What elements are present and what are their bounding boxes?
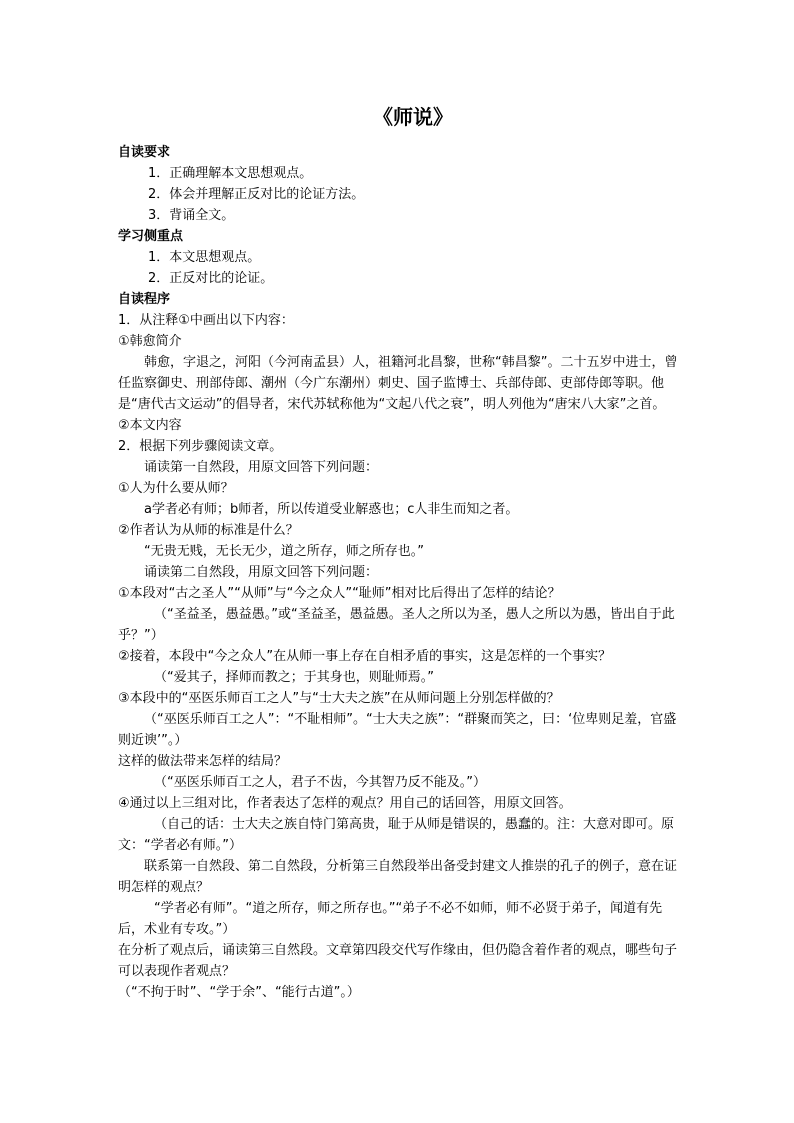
paragraph-1-intro: 诵读第一自然段，用原文回答下列问题： [144,460,379,475]
question: ④通过以上三组对比，作者表达了怎样的观点？用自己的话回答，用原文回答。 [118,796,572,811]
han-yu-paragraph: 韩愈，字退之，河阳（今河南孟县）人，祖籍河北昌黎，世称“韩昌黎”。二十五岁中进士，曾任监察御史、刑部侍郎、潮州（今广东潮州）刺史、国子监博士、兵部侍郎、吏部侍郎等职。他是“唐代古文运动”的倡导者，宋代苏轼称他为“文起八代之衰”，明人列他为“唐宋八大家”之首。 [118,355,678,412]
answer: （“圣益圣，愚益愚。”或“圣益圣，愚益愚。圣人之所以为圣，愚人之所以为愚，皆出自于此乎？”） [118,607,675,643]
question: ①本段对“古之圣人”“从师”与“今之众人”“耻师”相对比后得出了怎样的结论？ [118,586,561,601]
requirement-item: 3．背诵全文。 [148,208,235,223]
question: 这样的做法带来怎样的结局？ [118,754,288,769]
answer: “无贵无贱，无长无少，道之所存，师之所存也。” [144,544,424,559]
answer: （“爱其子，择师而教之；于其身也，则耻师焉。” [154,670,434,685]
paragraph-2-intro: 诵读第二自然段，用原文回答下列问题： [144,565,379,580]
section-heading-zidu-yaoqiu: 自读要求 [118,145,171,160]
question: ②接着，本段中“今之众人”在从师一事上存在自相矛盾的事实，这是怎样的一个事实？ [118,649,612,664]
question: ③本段中的“巫医乐师百工之人”与“士大夫之族”在从师问题上分别怎样做的？ [118,691,560,706]
paragraph-4-intro: 在分析了观点后，诵读第三自然段。文章第四段交代写作缘由，但仍隐含着作者的观点，哪些句子可以表现作者观点？ [118,943,678,979]
document-title: 《师说》 [373,105,453,129]
step-2: 2．根据下列步骤阅读文章。 [118,439,283,454]
question: ②作者认为从师的标准是什么？ [118,523,299,538]
paragraph-3-intro: 联系第一自然段、第二自然段，分析第三自然段举出备受封建文人推崇的孔子的例子，意在证明怎样的观点？ [118,859,678,895]
focus-item: 1．本文思想观点。 [148,250,261,265]
benwen-label: ②本文内容 [118,418,182,433]
answer: a学者必有师；b师者，所以传道受业解惑也；c人非生而知之者。 [144,502,519,517]
section-heading-xuexi-cezhongdian: 学习侧重点 [118,229,184,244]
document-content [118,104,678,1003]
requirement-item: 2．体会并理解正反对比的论证方法。 [148,187,365,202]
answer: （自己的话：士大夫之族自恃门第高贵，耻于从师是错误的，愚蠢的。注：大意对即可。原文：“学者必有师。”） [118,817,675,853]
answer: （“巫医乐师百工之人”：“不耻相师”。“士大夫之族”：“群聚而笑之，曰：‘位卑则足羞，官盛则近谀’”。） [118,712,677,748]
section-heading-zidu-chengxu: 自读程序 [118,292,171,307]
step-1: 1．从注释①中画出以下内容： [118,313,294,328]
answer: “学者必有师”。“道之所存，师之所存也。”“弟子不必不如师，师不必贤于弟子，闻道有先后，术业有专攻。”） [118,901,663,937]
focus-item: 2．正反对比的论证。 [148,271,274,286]
question: ①人为什么要从师？ [118,481,234,496]
answer: （“巫医乐师百工之人，君子不齿，今其智乃反不能及。”） [154,775,486,790]
han-yu-label: ①韩愈简介 [118,334,182,349]
requirement-item: 1．正确理解本文思想观点。 [148,166,313,181]
answer: （“不拘于时”、“学于余”、“能行古道”。） [118,985,360,1000]
